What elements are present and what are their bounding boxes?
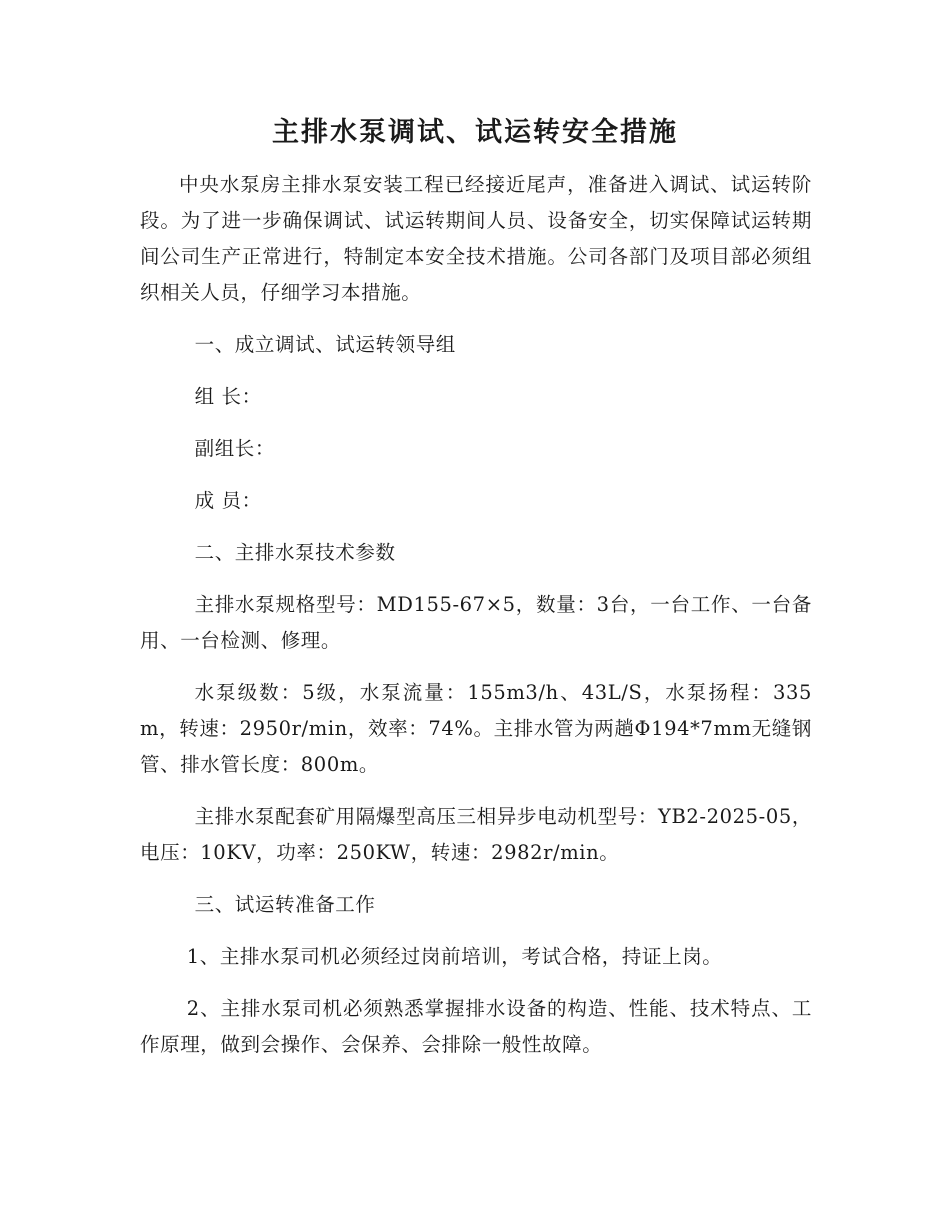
section-heading-leadership: 一、成立调试、试运转领导组: [194, 333, 456, 356]
preparation-item-2: 2、主排水泵司机必须熟悉掌握排水设备的构造、性能、技术特点、工作原理，做到会操作、会保养、会排除一般性故障。: [140, 997, 812, 1056]
deputy-leader-field: 副组长：: [194, 437, 275, 460]
preparation-item-1: 1、主排水泵司机必须经过岗前培训，考试合格，持证上岗。: [186, 945, 723, 968]
section-heading-parameters: 二、主排水泵技术参数: [194, 541, 396, 564]
motor-specs-paragraph: 主排水泵配套矿用隔爆型高压三相异步电动机型号：YB2-2025-05，电压：10KV，功率：250KW，转速：2982r/min。: [140, 805, 812, 864]
document-body: [140, 167, 812, 1079]
section-heading-preparation: 三、试运转准备工作: [194, 893, 376, 916]
pump-model-paragraph: 主排水泵规格型号：MD155-67×5，数量：3台，一台工作、一台备用、一台检测、修理。: [140, 593, 812, 652]
members-field: 成 员：: [194, 489, 262, 512]
document-title: 主排水泵调试、试运转安全措施: [272, 117, 678, 148]
leader-field: 组 长：: [194, 385, 262, 408]
pump-specs-paragraph: 水泵级数：5级，水泵流量：155m3/h、43L/S，水泵扬程：335m，转速：2950r/min，效率：74%。主排水管为两趟Φ194*7mm无缝钢管、排水管长度：800m。: [140, 681, 812, 776]
intro-paragraph: 中央水泵房主排水泵安装工程已经接近尾声，准备进入调试、试运转阶段。为了进一步确保调试、试运转期间人员、设备安全，切实保障试运转期间公司生产正常进行，特制定本安全技术措施。公司各部门及项目部必须组织相关人员，仔细学习本措施。: [140, 173, 812, 304]
